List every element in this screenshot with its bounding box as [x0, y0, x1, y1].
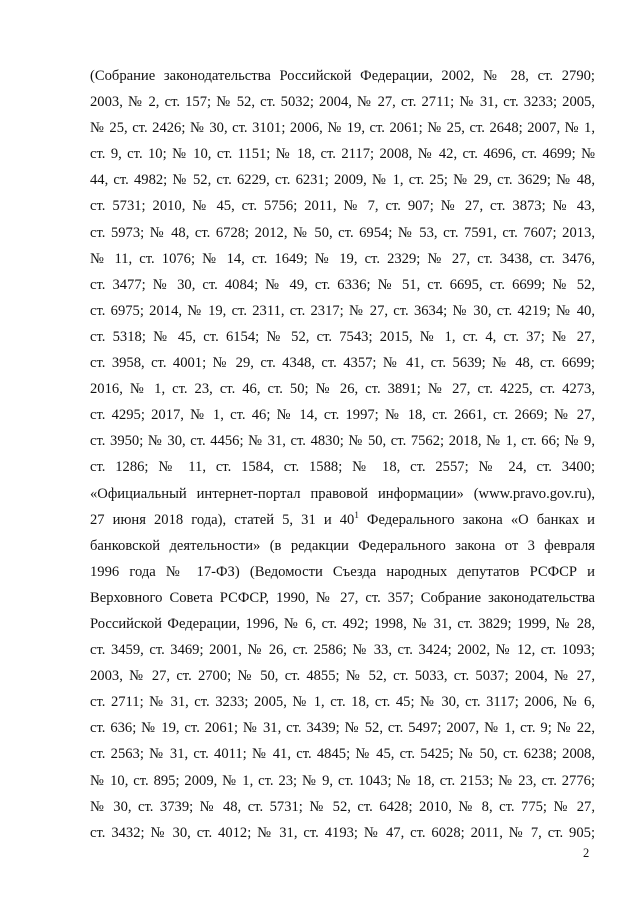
text-line: ст. 5318; № 45, ст. 6154; № 52, ст. 7543; 2015, № 1, ст. 4, ст. 37; № 27, — [90, 328, 595, 345]
superscript-mark: 1 — [354, 509, 359, 520]
text-line: ст. 3950; № 30, ст. 4456; № 31, ст. 4830; № 50, ст. 7562; 2018, № 1, ст. 66; № 9, — [90, 433, 595, 450]
text-line: ст. 2563; № 31, ст. 4011; № 41, ст. 4845; № 45, ст. 5425; № 50, ст. 6238; 2008, — [90, 746, 595, 763]
text-line: ст. 1286; № 11, ст. 1584, ст. 1588; № 18, ст. 2557; № 24, ст. 3400; — [90, 459, 595, 476]
body-text — [90, 63, 595, 846]
text-line: (Собрание законодательства Российской Федерации, 2002, № 28, ст. 2790; — [90, 68, 595, 84]
text-line: Российской Федерации, 1996, № 6, ст. 492; 1998, № 31, ст. 3829; 1999, № 28, — [90, 615, 595, 632]
text-line: 1996 года № 17-ФЗ) (Ведомости Съезда народных депутатов РСФСР и — [90, 563, 595, 580]
text-line: 2003, № 27, ст. 2700; № 50, ст. 4855; № 52, ст. 5033, ст. 5037; 2004, № 27, — [90, 668, 595, 685]
text-line: ст. 636; № 19, ст. 2061; № 31, ст. 3439; № 52, ст. 5497; 2007, № 1, ст. 9; № 22, — [90, 720, 595, 737]
text-line: ст. 6975; 2014, № 19, ст. 2311, ст. 2317; № 27, ст. 3634; № 30, ст. 4219; № 40, — [90, 302, 595, 319]
text-line: ст. 9, ст. 10; № 10, ст. 1151; № 18, ст. 2117; 2008, № 42, ст. 4696, ст. 4699; № — [90, 146, 595, 163]
text-line: ст. 3477; № 30, ст. 4084; № 49, ст. 6336; № 51, ст. 6695, ст. 6699; № 52, — [90, 276, 595, 293]
text-line: № 10, ст. 895; 2009, № 1, ст. 23; № 9, ст. 1043; № 18, ст. 2153; № 23, ст. 2776; — [90, 772, 595, 789]
text-line: № 11, ст. 1076; № 14, ст. 1649; № 19, ст. 2329; № 27, ст. 3438, ст. 3476, — [90, 250, 595, 267]
page-number: 2 — [583, 846, 590, 860]
text-line: Верховного Совета РСФСР, 1990, № 27, ст. 357; Собрание законодательства — [90, 589, 595, 606]
text-line: «Официальный интернет-портал правовой информации» (www.pravo.gov.ru), — [90, 485, 595, 502]
text-line: № 25, ст. 2426; № 30, ст. 3101; 2006, № 19, ст. 2061; № 25, ст. 2648; 2007, № 1, — [90, 120, 595, 137]
text-line: ст. 2711; № 31, ст. 3233; 2005, № 1, ст. 18, ст. 45; № 30, ст. 3117; 2006, № 6, — [90, 694, 595, 711]
text-line: ст. 4295; 2017, № 1, ст. 46; № 14, ст. 1997; № 18, ст. 2661, ст. 2669; № 27, — [90, 407, 595, 424]
text-line: ст. 3958, ст. 4001; № 29, ст. 4348, ст. 4357; № 41, ст. 5639; № 48, ст. 6699; — [90, 355, 595, 372]
text-line: ст. 3432; № 30, ст. 4012; № 31, ст. 4193; № 47, ст. 6028; 2011, № 7, ст. 905; — [90, 824, 595, 841]
text-line: ст. 5973; № 48, ст. 6728; 2012, № 50, ст. 6954; № 53, ст. 7591, ст. 7607; 2013, — [90, 224, 595, 241]
text-line: № 30, ст. 3739; № 48, ст. 5731; № 52, ст. 6428; 2010, № 8, ст. 775; № 27, — [90, 798, 595, 815]
text-line: ст. 5731; 2010, № 45, ст. 5756; 2011, № 7, ст. 907; № 27, ст. 3873; № 43, — [90, 198, 595, 215]
text-segment: Федерального закона «О банках и — [358, 511, 595, 528]
text-line: ст. 3459, ст. 3469; 2001, № 26, ст. 2586; № 33, ст. 3424; 2002, № 12, ст. 1093; — [90, 642, 595, 659]
text-line-with-superscript — [90, 507, 595, 533]
text-line: 2016, № 1, ст. 23, ст. 46, ст. 50; № 26, ст. 3891; № 27, ст. 4225, ст. 4273, — [90, 381, 595, 398]
text-line: 2003, № 2, ст. 157; № 52, ст. 5032; 2004, № 27, ст. 2711; № 31, ст. 3233; 2005, — [90, 94, 595, 111]
text-line: 44, ст. 4982; № 52, ст. 6229, ст. 6231; 2009, № 1, ст. 25; № 29, ст. 3629; № 48, — [90, 172, 595, 189]
text-segment: 27 июня 2018 года), статей 5, 31 и 40 — [90, 511, 355, 528]
text-line: банковской деятельности» (в редакции Федерального закона от 3 февраля — [90, 537, 595, 554]
